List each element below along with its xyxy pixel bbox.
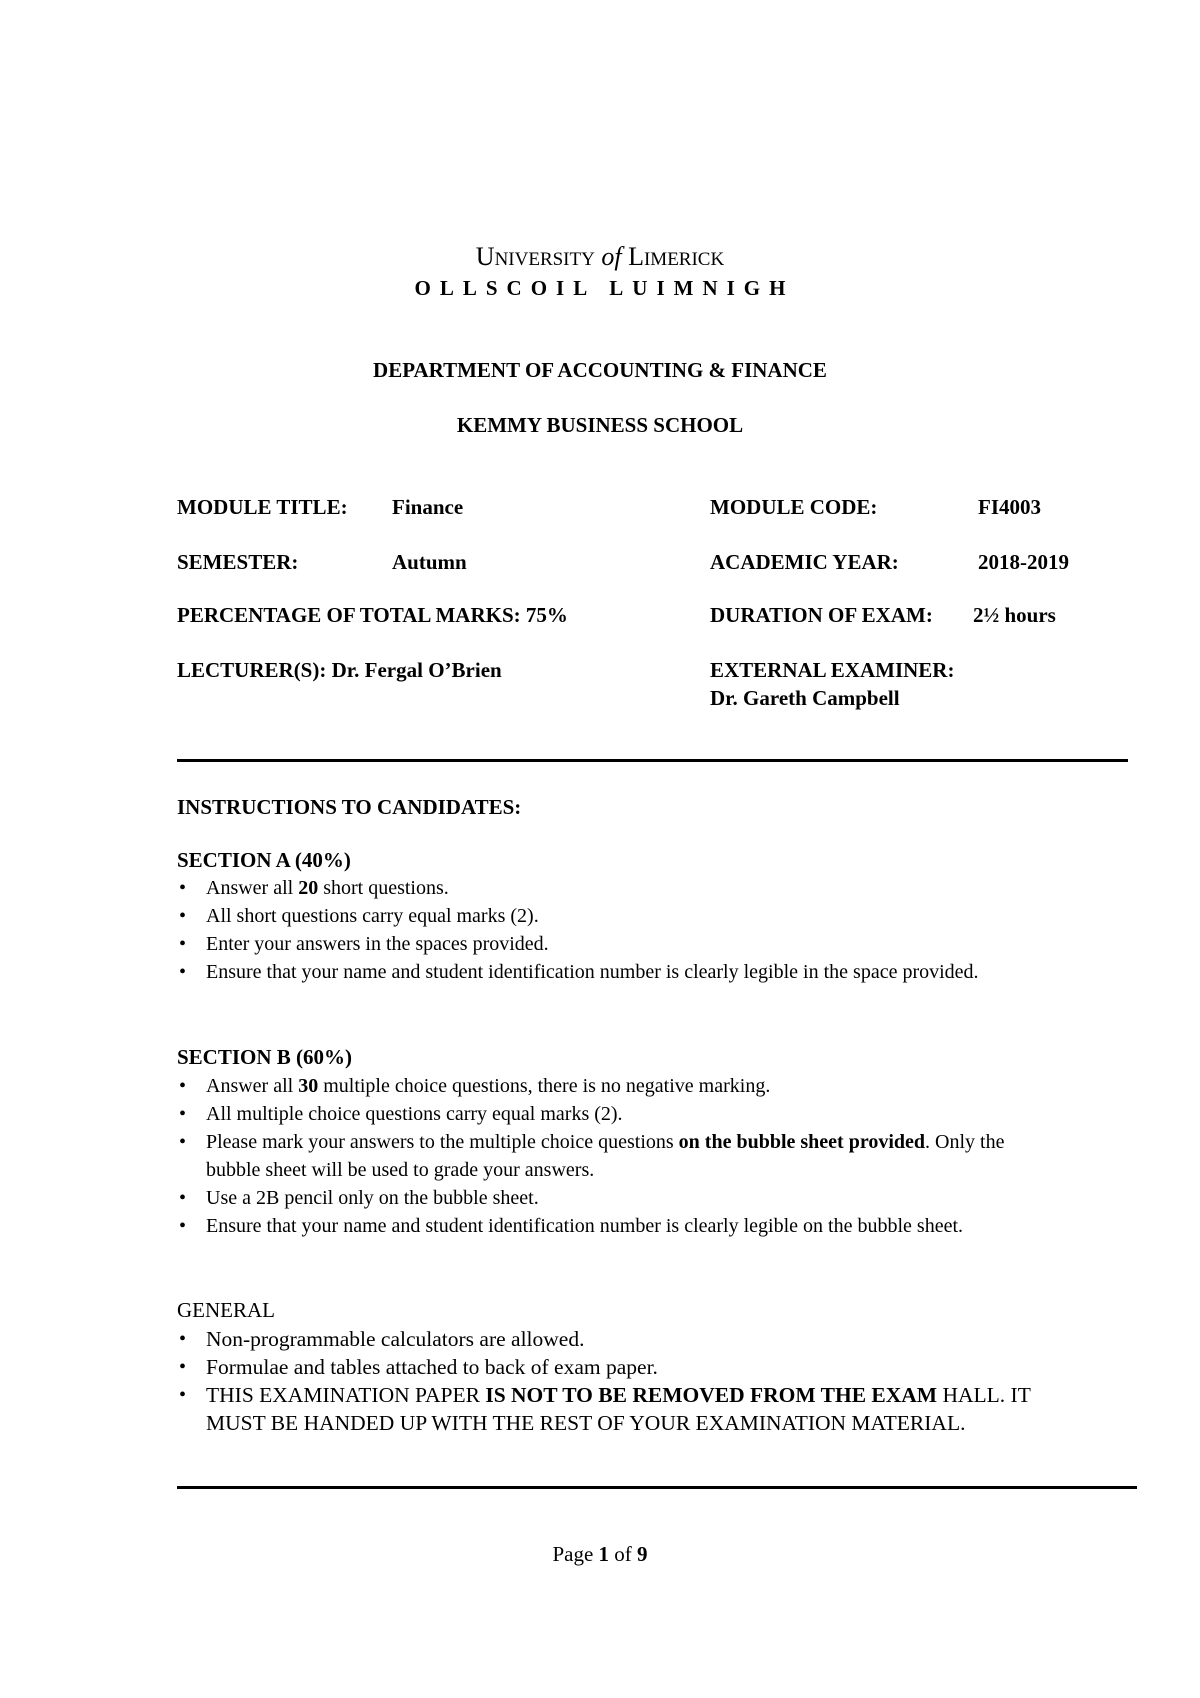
list-item: • Use a 2B pencil only on the bubble sheet.	[177, 1184, 1057, 1212]
top-divider	[177, 759, 1128, 762]
page-number: Page 1 of 9	[552, 1542, 648, 1566]
list-item: • Ensure that your name and student identification number is clearly legible on the bubble sheet.	[177, 1212, 1057, 1240]
module-title-label: MODULE TITLE:	[177, 495, 348, 519]
school-title: KEMMY BUSINESS SCHOOL	[456, 413, 744, 437]
uni-name-of: of	[601, 242, 622, 271]
module-code-value: FI4003	[978, 495, 1041, 519]
list-item: • Answer all 30 multiple choice questions, there is no negative marking.	[177, 1072, 1057, 1100]
uni-city-initial: L	[628, 242, 644, 271]
list-item: • Non-programmable calculators are allowed.	[177, 1325, 1057, 1353]
section-a-heading: SECTION A (40%)	[177, 848, 351, 872]
external-examiner-value: Dr. Gareth Campbell	[710, 686, 900, 710]
university-irish-name: OLLSCOIL LUIMNIGH	[414, 276, 795, 300]
module-code-label: MODULE CODE:	[710, 495, 878, 519]
academic-year-value: 2018-2019	[978, 550, 1069, 574]
section-b-list	[177, 1072, 1057, 1240]
list-item: • Formulae and tables attached to back of exam paper.	[177, 1353, 1057, 1381]
general-heading: GENERAL	[177, 1298, 275, 1322]
external-examiner-label: EXTERNAL EXAMINER:	[710, 658, 955, 682]
list-item: • Please mark your answers to the multiple choice questions on the bubble sheet provided. Only the bubble sheet will be used to grade your answers.	[177, 1128, 1057, 1184]
list-item: • THIS EXAMINATION PAPER IS NOT TO BE REMOVED FROM THE EXAM HALL. IT MUST BE HANDED UP WITH THE REST OF YOUR EXAMINATION MATERIAL.	[177, 1381, 1057, 1437]
section-a-list	[177, 874, 1057, 986]
uni-city-rest: IMERICK	[643, 249, 725, 270]
list-item: • All multiple choice questions carry equal marks (2).	[177, 1100, 1057, 1128]
list-item: • Enter your answers in the spaces provided.	[177, 930, 1057, 958]
semester-label: SEMESTER:	[177, 550, 299, 574]
lecturers: LECTURER(S): Dr. Fergal O’Brien	[177, 658, 502, 682]
bottom-divider	[177, 1486, 1137, 1489]
module-title-value: Finance	[392, 495, 464, 519]
university-name	[0, 242, 1200, 275]
instructions-heading: INSTRUCTIONS TO CANDIDATES:	[177, 795, 522, 819]
uni-name-rest: NIVERSITY	[494, 249, 595, 270]
general-list	[177, 1325, 1057, 1437]
duration-value: 2½ hours	[973, 603, 1056, 627]
academic-year-label: ACADEMIC YEAR:	[710, 550, 899, 574]
list-item: • Ensure that your name and student identification number is clearly legible in the space provided.	[177, 958, 1057, 986]
department-title: DEPARTMENT OF ACCOUNTING & FINANCE	[373, 358, 827, 382]
uni-name-initial: U	[475, 242, 495, 271]
percentage-of-total-marks: PERCENTAGE OF TOTAL MARKS: 75%	[177, 603, 568, 627]
list-item: • Answer all 20 short questions.	[177, 874, 1057, 902]
section-b-heading: SECTION B (60%)	[177, 1045, 353, 1069]
list-item: • All short questions carry equal marks (2).	[177, 902, 1057, 930]
semester-value: Autumn	[392, 550, 467, 574]
duration-label: DURATION OF EXAM:	[710, 603, 933, 627]
